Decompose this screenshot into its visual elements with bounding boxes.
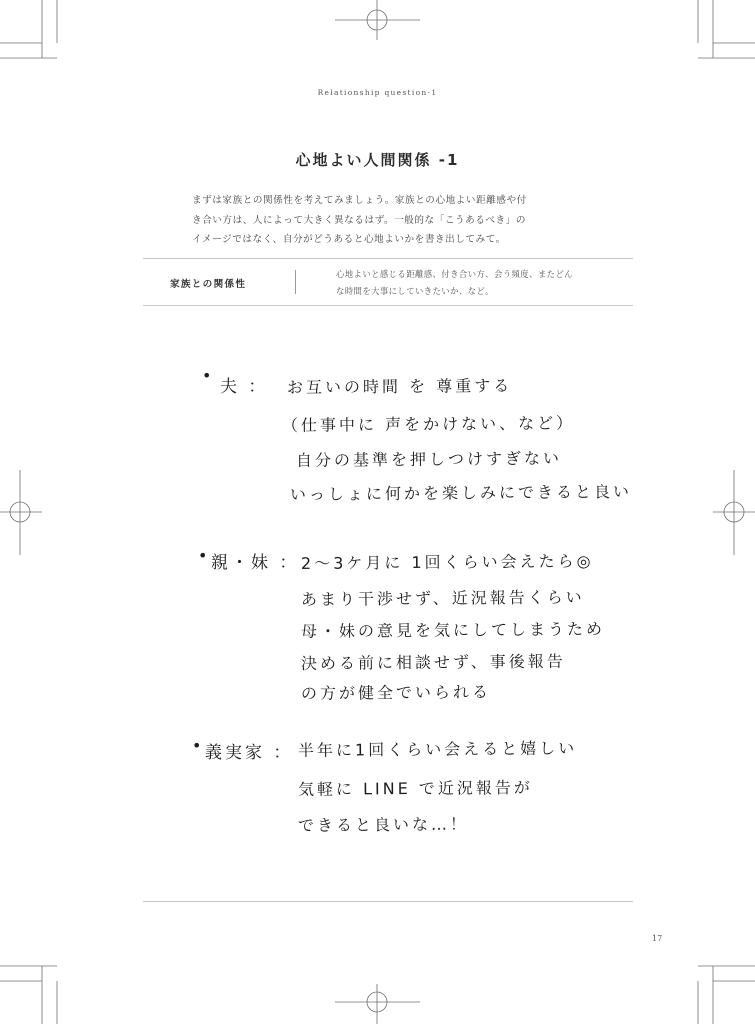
note-label-in-laws: 義実家 ： [205,743,294,763]
intro-line: イメージではなく、自分がどうあると心地よいかを書き出してみて。 [192,234,506,245]
note-line: 母・妹の意見を気にしてしまうため [300,619,606,641]
table-description [336,266,626,300]
note-line: 半年に1回くらい会えると嬉しい [297,738,578,760]
bottom-rule [143,901,633,902]
note-label-husband: 夫 ： [220,377,269,397]
note-line: の方が健全でいられる [300,682,492,703]
intro-line: き合い方は、人によって大きく異なるはず。一般的な「こうあるべき」の [192,214,526,226]
note-line: あまり干渉せず、近況報告くらい [300,587,585,609]
note-line: 2〜3ケ月に 1回くらい会えたら◎ [300,551,594,573]
note-line: お互いの時間 を 尊重する [286,376,513,397]
running-header: Relationship question-1 [317,88,438,97]
table-label: 家族との関係性 [170,279,247,290]
note-bullet: • [202,366,215,385]
table-description-line: な時間を大事にしていきたいか、など。 [336,286,494,296]
table-top-rule [143,258,633,259]
note-bullet: • [198,546,211,565]
table-description-line: 心地よいと感じる距離感、付き合い方、会う頻度、またどん [336,269,573,279]
intro-paragraph [192,191,592,250]
note-line: 自分の基準を押しつけすぎない [295,448,563,470]
note-bullet: • [192,736,205,755]
note-line: いっしょに何かを楽しみにできると良い [289,482,633,504]
page-number: 17 [652,934,663,943]
note-line: （仕事中に 声をかけない、など） [281,413,576,435]
note-label-parents-sister: 親・妹 ： [211,553,300,573]
table-bottom-rule [143,305,633,306]
note-line: 決める前に相談せず、事後報告 [300,651,566,673]
note-line: 気軽に LINE で近況報告が [297,777,533,799]
intro-line: まずは家族との関係性を考えてみましょう。家族との心地よい距離感や付 [192,195,527,206]
table-divider [295,270,296,294]
note-line: できると良いな…！ [297,814,470,835]
page-title: 心地よい人間関係 -1 [295,151,460,169]
